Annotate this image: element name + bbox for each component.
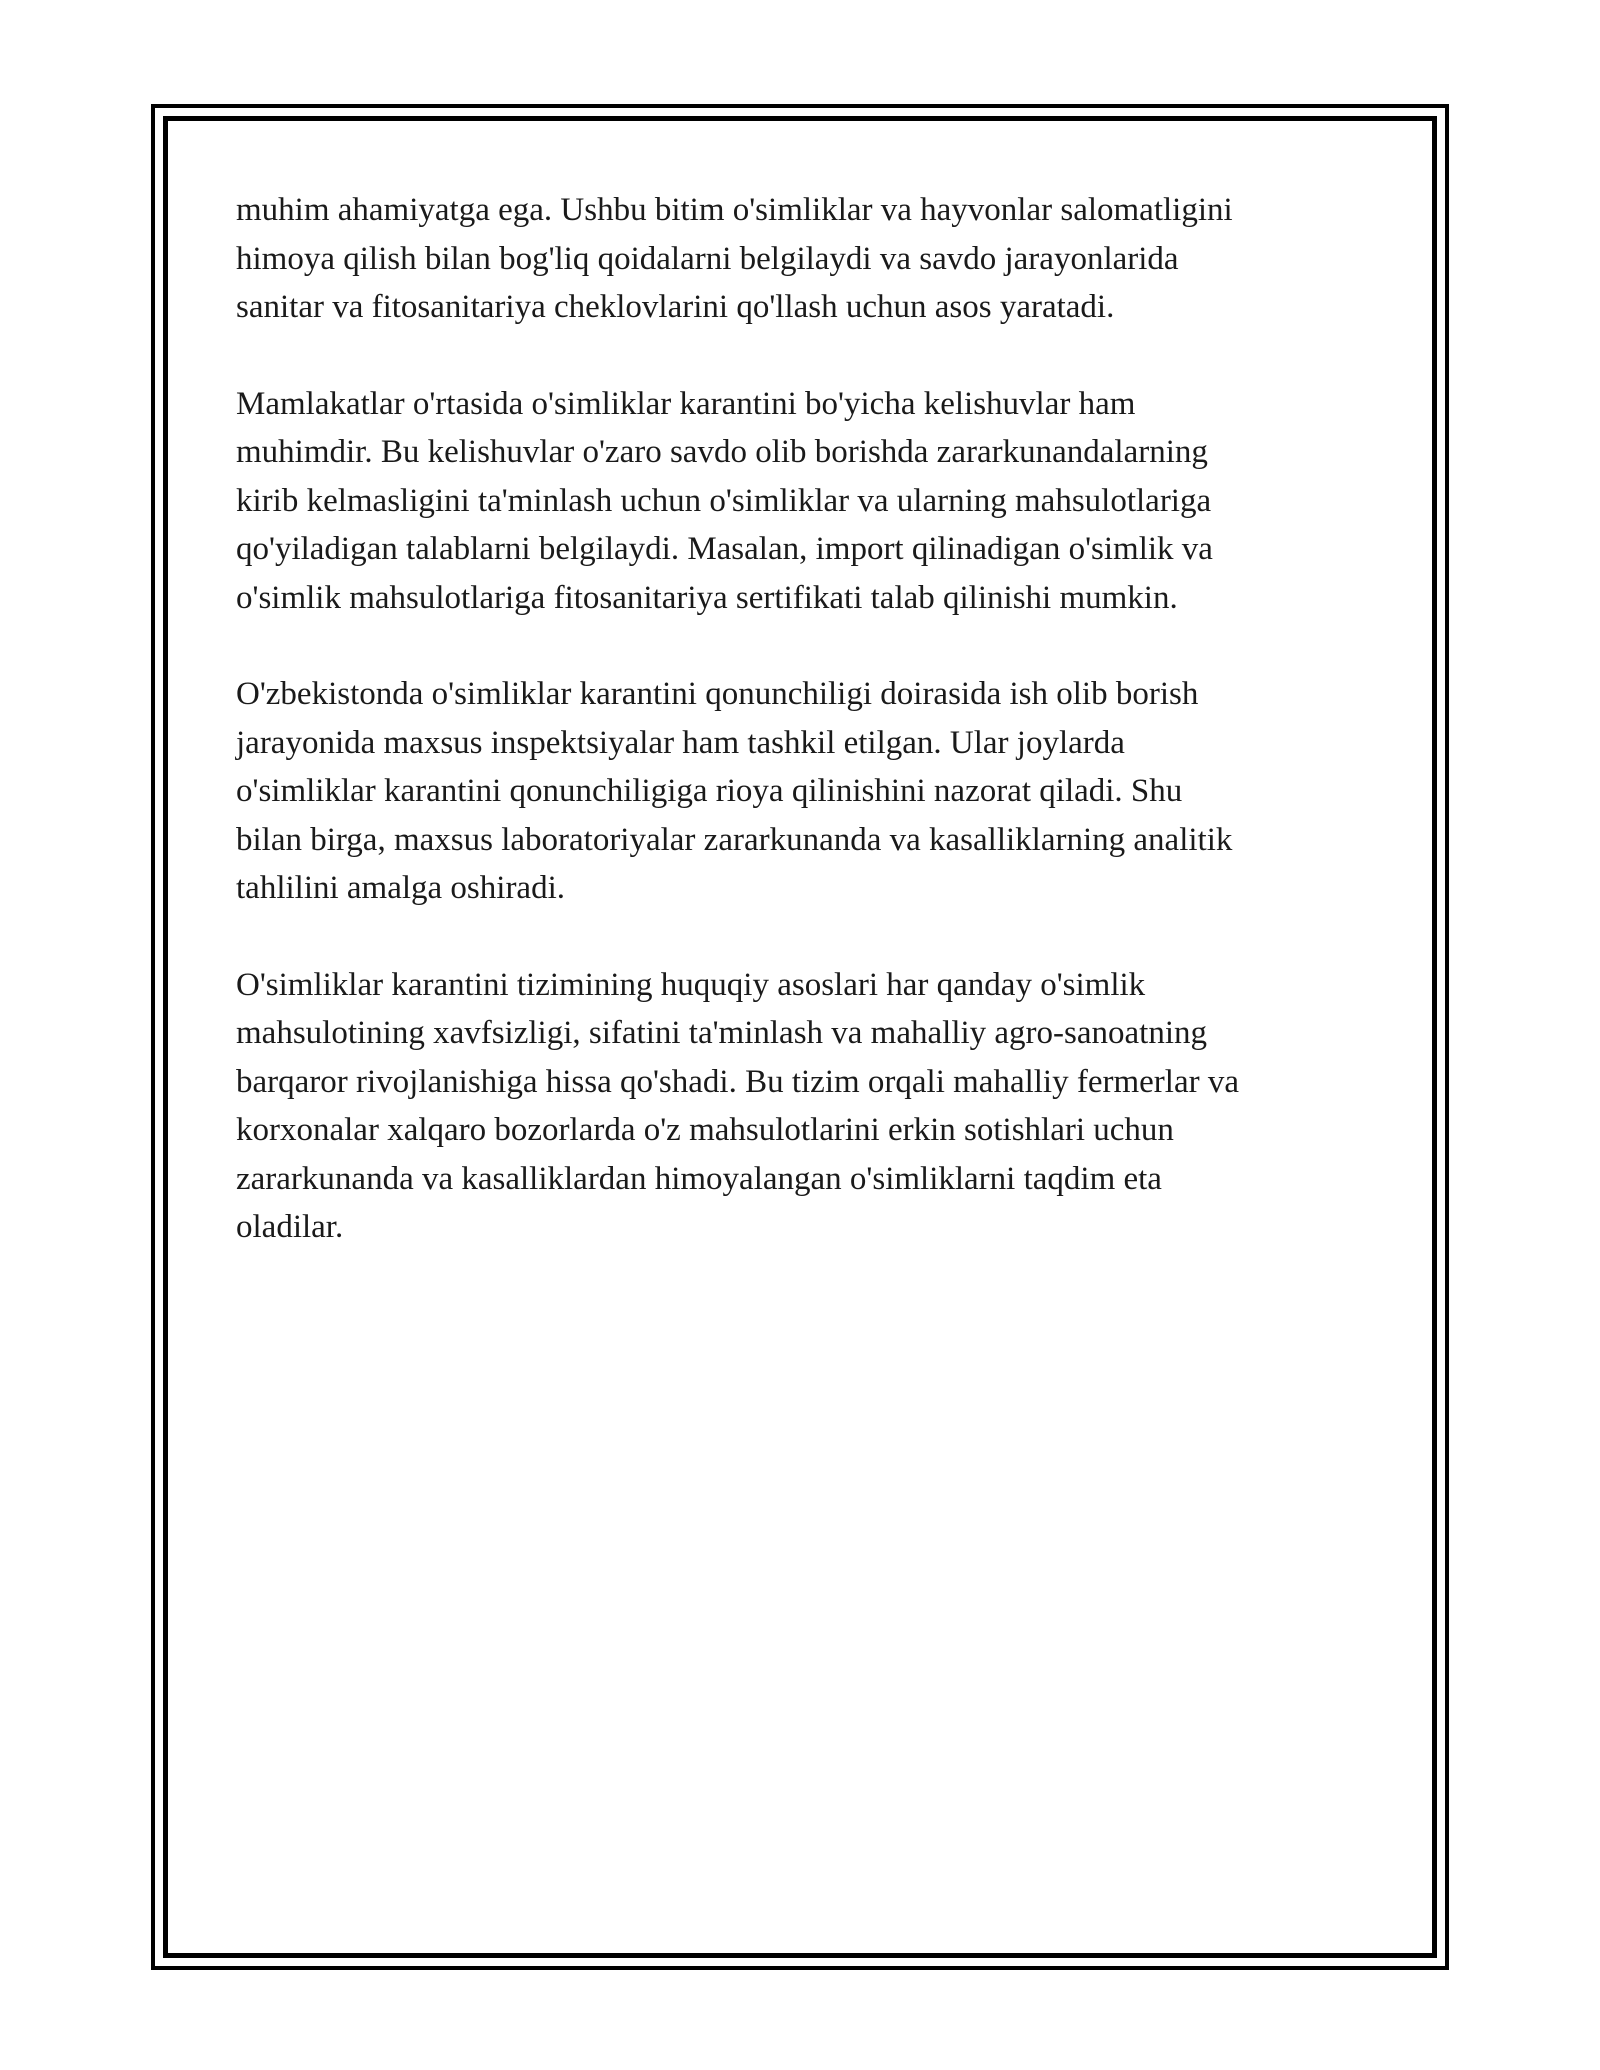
- text-line: oladilar.: [236, 1209, 344, 1245]
- text-line: o'simlik mahsulotlariga fitosanitariya sertifikati talab qilinishi mumkin.: [236, 579, 1178, 616]
- text-line: muhimdir. Bu kelishuvlar o'zaro savdo olib borishda zararkunandalarning: [236, 434, 1208, 470]
- text-line: mahsulotining xavfsizligi, sifatini ta'minlash va mahalliy agro-sanoatning: [236, 1015, 1208, 1051]
- text-line: sanitar va fitosanitariya cheklovlarini qo'llash uchun asos yaratadi.: [236, 289, 1115, 325]
- text-line: himoya qilish bilan bog'liq qoidalarni belgilaydi va savdo jarayonlarida: [236, 240, 1179, 277]
- paragraph-2: [236, 380, 1376, 623]
- text-line: O'zbekistonda o'simliklar karantini qonunchiligi doirasida ish olib borish: [236, 676, 1199, 712]
- text-line: zararkunanda va kasalliklardan himoyalangan o'simliklarni taqdim eta: [236, 1160, 1162, 1197]
- text-line: qo'yiladigan talablarni belgilaydi. Masalan, import qilinadigan o'simlik va: [236, 531, 1213, 567]
- paragraph-3: [236, 670, 1376, 913]
- text-line: jarayonida maxsus inspektsiyalar ham tashkil etilgan. Ular joylarda: [236, 724, 1125, 761]
- text-line: tahlilini amalga oshiradi.: [236, 870, 566, 906]
- text-line: muhim ahamiyatga ega. Ushbu bitim o'simliklar va hayvonlar salomatligini: [236, 192, 1233, 228]
- text-line: o'simliklar karantini qonunchiligiga rioya qilinishini nazorat qiladi. Shu: [236, 773, 1183, 809]
- document-body: [236, 186, 1376, 1300]
- paragraph-1: [236, 186, 1376, 332]
- text-line: kirib kelmasligini ta'minlash uchun o'simliklar va ularning mahsulotlariga: [236, 482, 1212, 519]
- paragraph-4: [236, 961, 1376, 1252]
- text-line: korxonalar xalqaro bozorlarda o'z mahsulotlarini erkin sotishlari uchun: [236, 1112, 1174, 1148]
- text-line: barqaror rivojlanishiga hissa qo'shadi. Bu tizim orqali mahalliy fermerlar va: [236, 1063, 1239, 1100]
- text-line: Mamlakatlar o'rtasida o'simliklar karantini bo'yicha kelishuvlar ham: [236, 385, 1136, 422]
- text-line: bilan birga, maxsus laboratoriyalar zararkunanda va kasalliklarning analitik: [236, 821, 1233, 858]
- text-line: O'simliklar karantini tizimining huquqiy asoslari har qanday o'simlik: [236, 966, 1146, 1003]
